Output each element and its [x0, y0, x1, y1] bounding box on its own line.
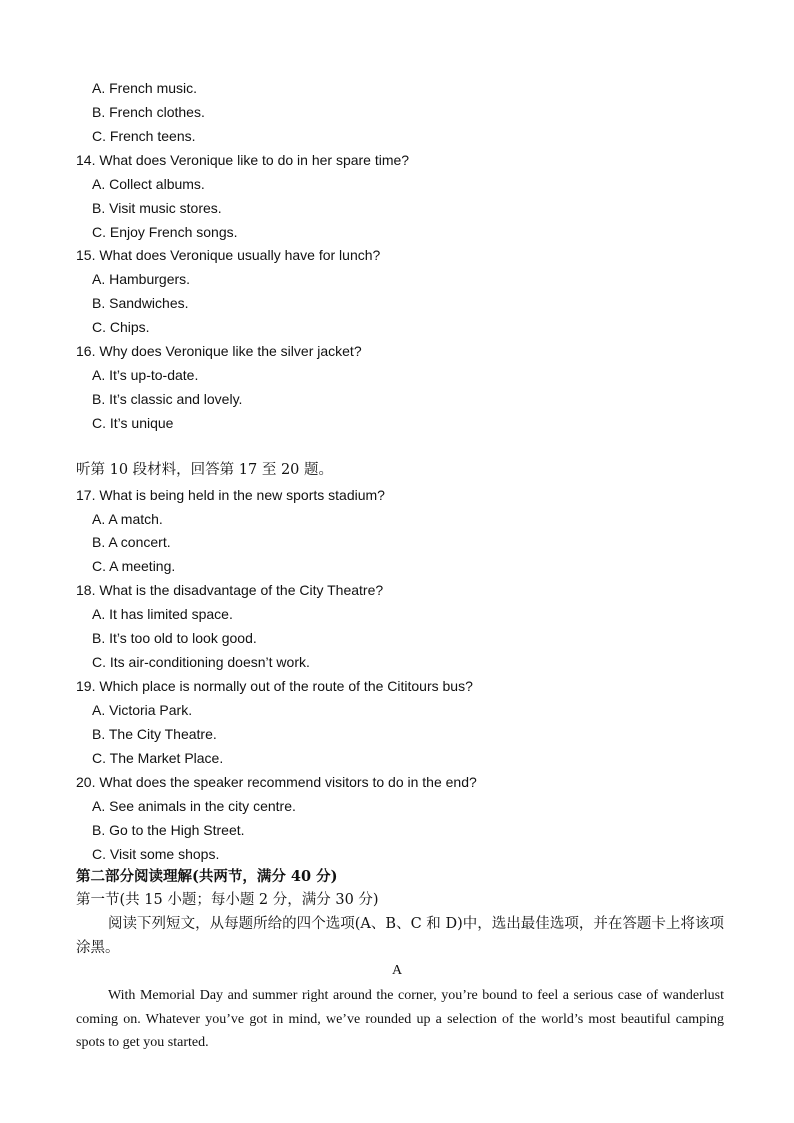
q14-option-b: B. Visit music stores. [92, 200, 222, 216]
q19-stem: 19. Which place is normally out of the route of the Cititours bus? [76, 678, 473, 694]
q16-stem: 16. Why does Veronique like the silver jacket? [76, 343, 362, 359]
q15-option-a: A. Hamburgers. [92, 271, 191, 287]
q13-option-b: B. French clothes. [92, 104, 205, 120]
q17-option-a: A. A match. [92, 511, 163, 527]
q15-stem: 15. What does Veronique usually have for lunch? [76, 247, 381, 263]
q19-option-a: A. Victoria Park. [92, 702, 193, 718]
q14-stem: 14. What does Veronique like to do in her spare time? [76, 152, 410, 168]
q13-option-a: A. French music. [92, 80, 198, 96]
q20-option-c: C. Visit some shops. [92, 846, 220, 862]
q18-option-b: B. It’s too old to look good. [92, 630, 257, 646]
q20-option-a: A. See animals in the city centre. [92, 798, 296, 814]
q20-option-b: B. Go to the High Street. [92, 822, 245, 838]
part2-section1: 第一节(共 15 小题；每小题 2 分，满分 30 分) [76, 892, 379, 908]
q19-option-b: B. The City Theatre. [92, 726, 217, 742]
instruction-text: 阅读下列短文，从每题所给的四个选项(A、B、C 和 D)中，选出最佳选项，并在答题卡上将该项涂黑。 [76, 916, 724, 956]
q16-option-a: A. It’s up-to-date. [92, 367, 199, 383]
q14-option-a: A. Collect albums. [92, 176, 205, 192]
q17-option-b: B. A concert. [92, 534, 171, 550]
q15-option-b: B. Sandwiches. [92, 295, 189, 311]
passage-a [76, 984, 724, 1055]
q16-option-c: C. It’s unique [92, 415, 174, 431]
section10-intro: 听第 10 段材料，回答第 17 至 20 题。 [76, 462, 334, 478]
q13-option-c: C. French teens. [92, 128, 196, 144]
q15-option-c: C. Chips. [92, 319, 150, 335]
passage-label: A [391, 963, 403, 978]
q20-stem: 20. What does the speaker recommend visitors to do in the end? [76, 774, 477, 790]
q18-stem: 18. What is the disadvantage of the City Theatre? [76, 582, 384, 598]
part2-heading: 第二部分阅读理解(共两节，满分 40 分) [76, 868, 338, 885]
q19-option-c: C. The Market Place. [92, 750, 224, 766]
q14-option-c: C. Enjoy French songs. [92, 224, 238, 240]
q16-option-b: B. It’s classic and lovely. [92, 391, 243, 407]
q18-option-a: A. It has limited space. [92, 606, 233, 622]
q17-option-c: C. A meeting. [92, 558, 176, 574]
passage-paragraph: With Memorial Day and summer right around the corner, you’re bound to feel a serious case of wanderlust coming on. Whatever you’ve got in mind, we’ve rounded up a selection of the world’s most beautiful camping spots to get you started. [76, 988, 724, 1050]
q17-stem: 17. What is being held in the new sports stadium? [76, 487, 385, 503]
q18-option-c: C. Its air-conditioning doesn’t work. [92, 654, 310, 670]
part2-instruction [76, 912, 724, 960]
